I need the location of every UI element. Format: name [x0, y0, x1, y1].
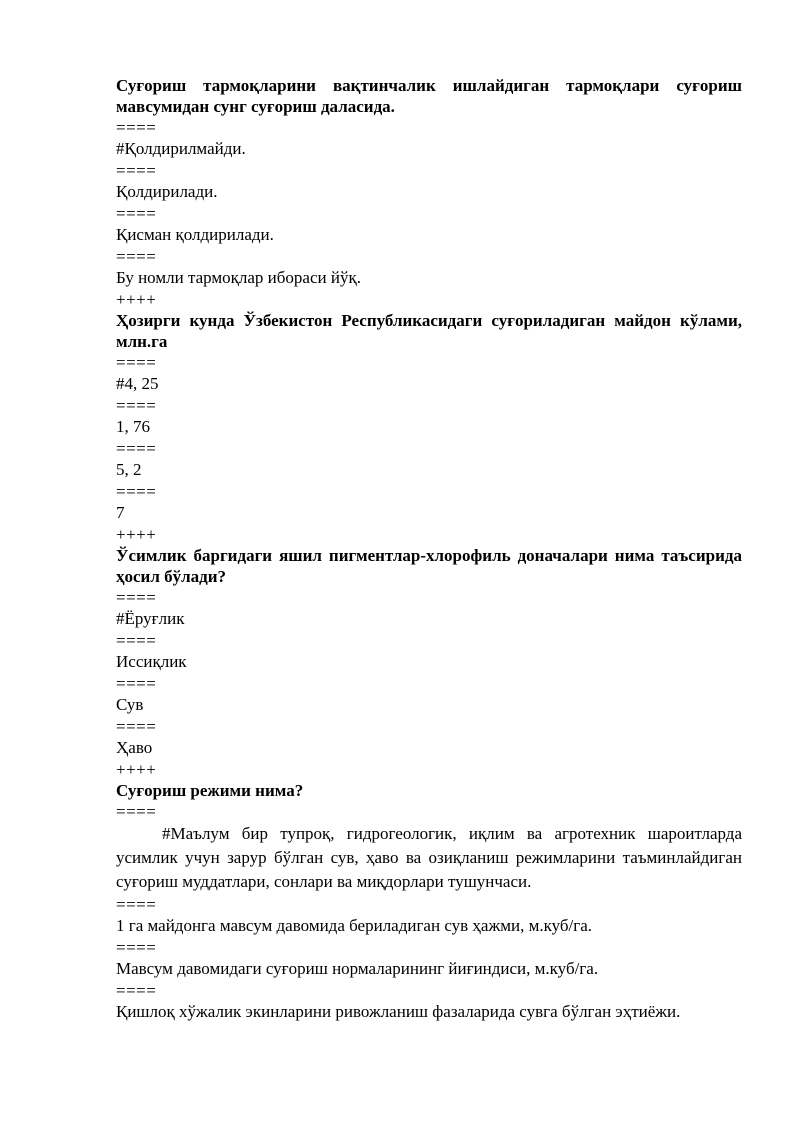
answer-separator: ==== — [116, 118, 157, 137]
answer-1-4: Бу номли тармоқлар ибораси йўқ. — [116, 268, 361, 287]
answer-4-2: 1 га майдонга мавсум давомида бериладиган сув ҳажми, м.куб/га. — [116, 916, 593, 935]
answer-separator: ==== — [116, 717, 157, 736]
answer-3-2: Иссиқлик — [116, 652, 187, 671]
answer-separator: ==== — [116, 396, 157, 415]
answer-2-4: 7 — [116, 503, 125, 522]
answer-1-1: #Қолдирилмайди. — [116, 139, 246, 158]
question-separator: ++++ — [116, 290, 157, 309]
answer-separator: ==== — [116, 482, 157, 501]
answer-separator: ==== — [116, 439, 157, 458]
answer-separator: ==== — [116, 353, 157, 372]
answer-separator: ==== — [116, 161, 157, 180]
answer-4-4: Қишлоқ хўжалик экинларини ривожланиш фазаларида сувга бўлган эҳтиёжи. — [116, 1002, 681, 1021]
answer-separator: ==== — [116, 895, 157, 914]
question-2: Ҳозирги кунда Ўзбекистон Республикасидаги суғориладиган майдон кўлами, млн.га — [116, 311, 742, 351]
answer-2-3: 5, 2 — [116, 460, 142, 479]
question-3: Ўсимлик баргидаги яшил пигментлар-хлорофиль доначалари нима таъсирида ҳосил бўлади? — [116, 546, 742, 586]
answer-4-1: #Маълум бир тупроқ, гидрогеологик, иқлим ва агротехник шароитларда усимлик учун зарур бўлган сув, ҳаво ва озиқланиш режимларини таъминлайдиган суғориш муддатлари, сонлари ва миқдорлари тушунчаси. — [116, 824, 742, 891]
question-1: Суғориш тармоқларини вақтинчалик ишлайдиган тармоқлари суғориш мавсумидан сунг суғориш даласида. — [116, 76, 742, 116]
question-separator: ++++ — [116, 525, 157, 544]
answer-separator: ==== — [116, 981, 157, 1000]
answer-separator: ==== — [116, 938, 157, 957]
answer-3-1: #Ёруғлик — [116, 609, 185, 628]
answer-4-3: Мавсум давомидаги суғориш нормаларининг йиғиндиси, м.куб/га. — [116, 959, 599, 978]
answer-2-1: #4, 25 — [116, 374, 159, 393]
answer-2-2: 1, 76 — [116, 417, 150, 436]
answer-separator: ==== — [116, 802, 157, 821]
answer-separator: ==== — [116, 247, 157, 266]
answer-1-2: Қолдирилади. — [116, 182, 218, 201]
answer-separator: ==== — [116, 588, 157, 607]
answer-separator: ==== — [116, 631, 157, 650]
answer-3-3: Сув — [116, 695, 144, 714]
answer-1-3: Қисман қолдирилади. — [116, 225, 274, 244]
question-4: Суғориш режими нима? — [116, 781, 304, 800]
answer-3-4: Ҳаво — [116, 738, 153, 757]
document-page — [116, 75, 742, 1023]
question-separator: ++++ — [116, 760, 157, 779]
answer-separator: ==== — [116, 674, 157, 693]
answer-separator: ==== — [116, 204, 157, 223]
